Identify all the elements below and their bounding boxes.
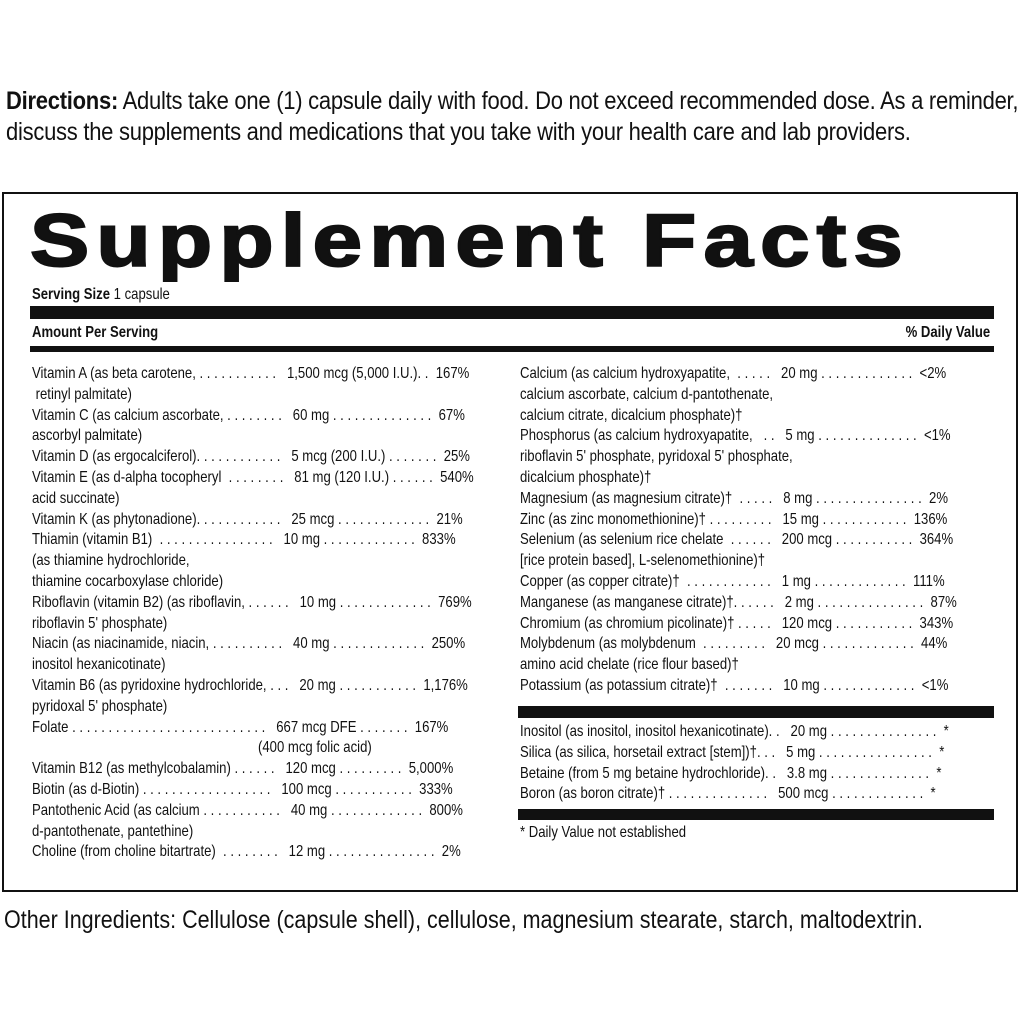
nutrient-row-text: Molybdenum (as molybdenum . . . . . . . . . 20 mcg . . . . . . . . . . . . . 44% — [520, 635, 948, 653]
nutrient-row — [520, 426, 996, 447]
nutrient-row-text: Boron (as boron citrate)† . . . . . . . . . . . . . . 500 mcg . . . . . . . . . . . . . * — [520, 785, 936, 803]
supplement-facts-panel — [2, 192, 1018, 892]
nutrient-row-text: inositol hexanicotinate) — [32, 656, 166, 674]
nutrient-row — [32, 426, 508, 447]
nutrient-row — [520, 634, 996, 655]
no-daily-value-list — [520, 722, 996, 805]
nutrient-row-text: Selenium (as selenium rice chelate . . . . . . 200 mcg . . . . . . . . . . . 364% — [520, 531, 954, 549]
nutrient-row — [32, 634, 508, 655]
nutrient-row-text: Silica (as silica, horsetail extract [stem])†. . . 5 mg . . . . . . . . . . . . . . . . * — [520, 743, 945, 761]
header-divider — [30, 346, 994, 352]
nodv-divider — [518, 706, 994, 718]
nutrient-row-text: (400 mcg folic acid) — [32, 739, 372, 757]
nutrient-row — [32, 406, 508, 427]
nutrient-row — [520, 722, 996, 743]
nutrient-row — [32, 822, 508, 843]
nutrient-row — [32, 510, 508, 531]
nutrient-row — [32, 801, 508, 822]
left-nutrient-column — [32, 364, 508, 863]
nutrient-row-text: Biotin (as d-Biotin) . . . . . . . . . . . . . . . . . . 100 mcg . . . . . . . . . . . 333% — [32, 780, 453, 798]
nutrient-row-text: Vitamin B6 (as pyridoxine hydrochloride, . . . 20 mg . . . . . . . . . . . 1,176% — [32, 676, 468, 694]
nutrient-row-text: Pantothenic Acid (as calcium . . . . . . . . . . . 40 mg . . . . . . . . . . . . . 800% — [32, 801, 463, 819]
nutrient-row — [32, 572, 508, 593]
nutrient-row-text: Vitamin D (as ergocalciferol). . . . . . . . . . . . 5 mcg (200 I.U.) . . . . . . . 25% — [32, 448, 470, 466]
directions-text — [6, 86, 1024, 148]
nutrient-row-text: Vitamin K (as phytonadione). . . . . . . . . . . . 25 mcg . . . . . . . . . . . . . 21% — [32, 510, 463, 528]
nutrient-row — [32, 759, 508, 780]
nutrient-row-text: (as thiamine hydrochloride, — [32, 552, 190, 570]
daily-value-header: % Daily Value — [905, 324, 990, 341]
nutrient-row-text: Vitamin C (as calcium ascorbate, . . . . . . . . 60 mg . . . . . . . . . . . . . . 67% — [32, 406, 465, 424]
right-nutrient-column — [520, 364, 996, 697]
nutrient-row-text: Choline (from choline bitartrate) . . . . . . . . 12 mg . . . . . . . . . . . . . . . 2% — [32, 843, 461, 861]
daily-value-footnote: * Daily Value not established — [520, 824, 687, 841]
directions-label: Directions: — [6, 87, 119, 115]
nutrient-row — [520, 530, 996, 551]
nutrient-row-text: thiamine cocarboxylase chloride) — [32, 572, 224, 590]
nutrient-row-text: Niacin (as niacinamide, niacin, . . . . . . . . . . 40 mg . . . . . . . . . . . . . 250% — [32, 635, 466, 653]
nutrient-row — [520, 655, 996, 676]
nutrient-row — [520, 551, 996, 572]
nutrient-row — [520, 385, 996, 406]
nutrient-row-text: retinyl palmitate) — [32, 385, 132, 403]
nutrient-row — [520, 468, 996, 489]
nutrient-row — [32, 614, 508, 635]
nutrient-row-text: acid succinate) — [32, 489, 120, 507]
nutrient-row-text: pyridoxal 5' phosphate) — [32, 697, 168, 715]
nutrient-row — [32, 780, 508, 801]
nutrient-row — [520, 784, 996, 805]
nutrient-row-text: Betaine (from 5 mg betaine hydrochloride). . 3.8 mg . . . . . . . . . . . . . . * — [520, 764, 942, 782]
nutrient-row — [520, 406, 996, 427]
nutrient-row-text: riboflavin 5' phosphate) — [32, 614, 168, 632]
nutrient-row-text: Riboflavin (vitamin B2) (as riboflavin, . . . . . . 10 mg . . . . . . . . . . . . . 769% — [32, 593, 472, 611]
bottom-divider — [518, 809, 994, 820]
nutrient-row — [32, 530, 508, 551]
nutrient-row — [32, 718, 508, 739]
nutrient-row-text: Inositol (as inositol, inositol hexanicotinate). . 20 mg . . . . . . . . . . . . . . . * — [520, 723, 949, 740]
nutrient-row-text: d-pantothenate, pantethine) — [32, 822, 194, 840]
nutrient-row-text: Vitamin A (as beta carotene, . . . . . . . . . . . 1,500 mcg (5,000 I.U.). . 167% — [32, 365, 470, 382]
nutrient-row — [520, 676, 996, 697]
amount-per-serving-header: Amount Per Serving — [32, 324, 159, 341]
nutrient-row-text: ascorbyl palmitate) — [32, 427, 143, 445]
serving-size-value: 1 capsule — [110, 286, 170, 303]
nutrient-row-text: Zinc (as zinc monomethionine)† . . . . . . . . . 15 mg . . . . . . . . . . . . 136% — [520, 510, 948, 528]
nutrient-row — [32, 842, 508, 863]
other-ingredients: Other Ingredients: Cellulose (capsule shell), cellulose, magnesium stearate, starch, maltodextrin. — [4, 906, 923, 934]
nutrient-row — [520, 364, 996, 385]
nutrient-row — [32, 697, 508, 718]
nutrient-row-text: calcium ascorbate, calcium d-pantothenate, — [520, 385, 774, 403]
nutrient-row-text: riboflavin 5' phosphate, pyridoxal 5' phosphate, — [520, 448, 793, 466]
nutrient-row — [32, 385, 508, 406]
nutrient-row-text: Thiamin (vitamin B1) . . . . . . . . . . . . . . . . 10 mg . . . . . . . . . . . . . 833% — [32, 531, 456, 549]
nutrient-row — [520, 572, 996, 593]
nutrient-row-text: Chromium (as chromium picolinate)† . . . . . 120 mcg . . . . . . . . . . . 343% — [520, 614, 954, 632]
nutrient-row — [520, 447, 996, 468]
nutrient-row-text: Copper (as copper citrate)† . . . . . . . . . . . . 1 mg . . . . . . . . . . . . . 111% — [520, 572, 945, 590]
nutrient-row — [32, 655, 508, 676]
nutrient-row — [520, 743, 996, 764]
nutrient-row-text: Folate . . . . . . . . . . . . . . . . . . . . . . . . . . . 667 mcg DFE . . . . . . . 167% — [32, 718, 449, 736]
serving-size — [32, 286, 200, 304]
serving-size-label: Serving Size — [32, 286, 111, 303]
nutrient-row-text: Vitamin B12 (as methylcobalamin) . . . . . . 120 mcg . . . . . . . . . 5,000% — [32, 760, 454, 778]
nutrient-row-text: Phosphorus (as calcium hydroxyapatite, . . 5 mg . . . . . . . . . . . . . . <1% — [520, 427, 951, 445]
nutrient-row-text: [rice protein based], L-selenomethionine)† — [520, 552, 766, 570]
nutrient-row-text: calcium citrate, dicalcium phosphate)† — [520, 406, 743, 424]
nutrient-row — [520, 593, 996, 614]
nutrient-row — [32, 489, 508, 510]
nutrient-row-text: Magnesium (as magnesium citrate)† . . . . . 8 mg . . . . . . . . . . . . . . . 2% — [520, 489, 949, 507]
panel-title: Supplement Facts — [30, 199, 911, 282]
nutrient-row — [520, 764, 996, 785]
nutrient-row — [32, 593, 508, 614]
nutrient-row-text: dicalcium phosphate)† — [520, 468, 652, 486]
nutrient-row — [32, 447, 508, 468]
directions-body: Adults take one (1) capsule daily with food. Do not exceed recommended dose. As a reminder, discuss the supplements and medications that you take with your health care and lab providers. — [6, 87, 1019, 146]
thick-divider — [30, 306, 994, 319]
nutrient-row — [32, 676, 508, 697]
nutrient-row-text: Potassium (as potassium citrate)† . . . . . . . 10 mg . . . . . . . . . . . . . <1% — [520, 676, 949, 694]
nutrient-row — [32, 468, 508, 489]
nutrient-row — [32, 738, 508, 759]
nutrient-row — [520, 510, 996, 531]
nutrient-row — [520, 489, 996, 510]
nutrient-row-text: amino acid chelate (rice flour based)† — [520, 656, 739, 674]
nutrient-row — [520, 614, 996, 635]
nutrient-row-text: Calcium (as calcium hydroxyapatite, . . . . . 20 mg . . . . . . . . . . . . . <2% — [520, 365, 947, 382]
nutrient-row-text: Vitamin E (as d-alpha tocopheryl . . . . . . . . 81 mg (120 I.U.) . . . . . . 540% — [32, 468, 474, 486]
nutrient-row-text: Manganese (as manganese citrate)†. . . . . . 2 mg . . . . . . . . . . . . . . . 87% — [520, 593, 957, 611]
nutrient-row — [32, 551, 508, 572]
nutrient-row — [32, 364, 508, 385]
